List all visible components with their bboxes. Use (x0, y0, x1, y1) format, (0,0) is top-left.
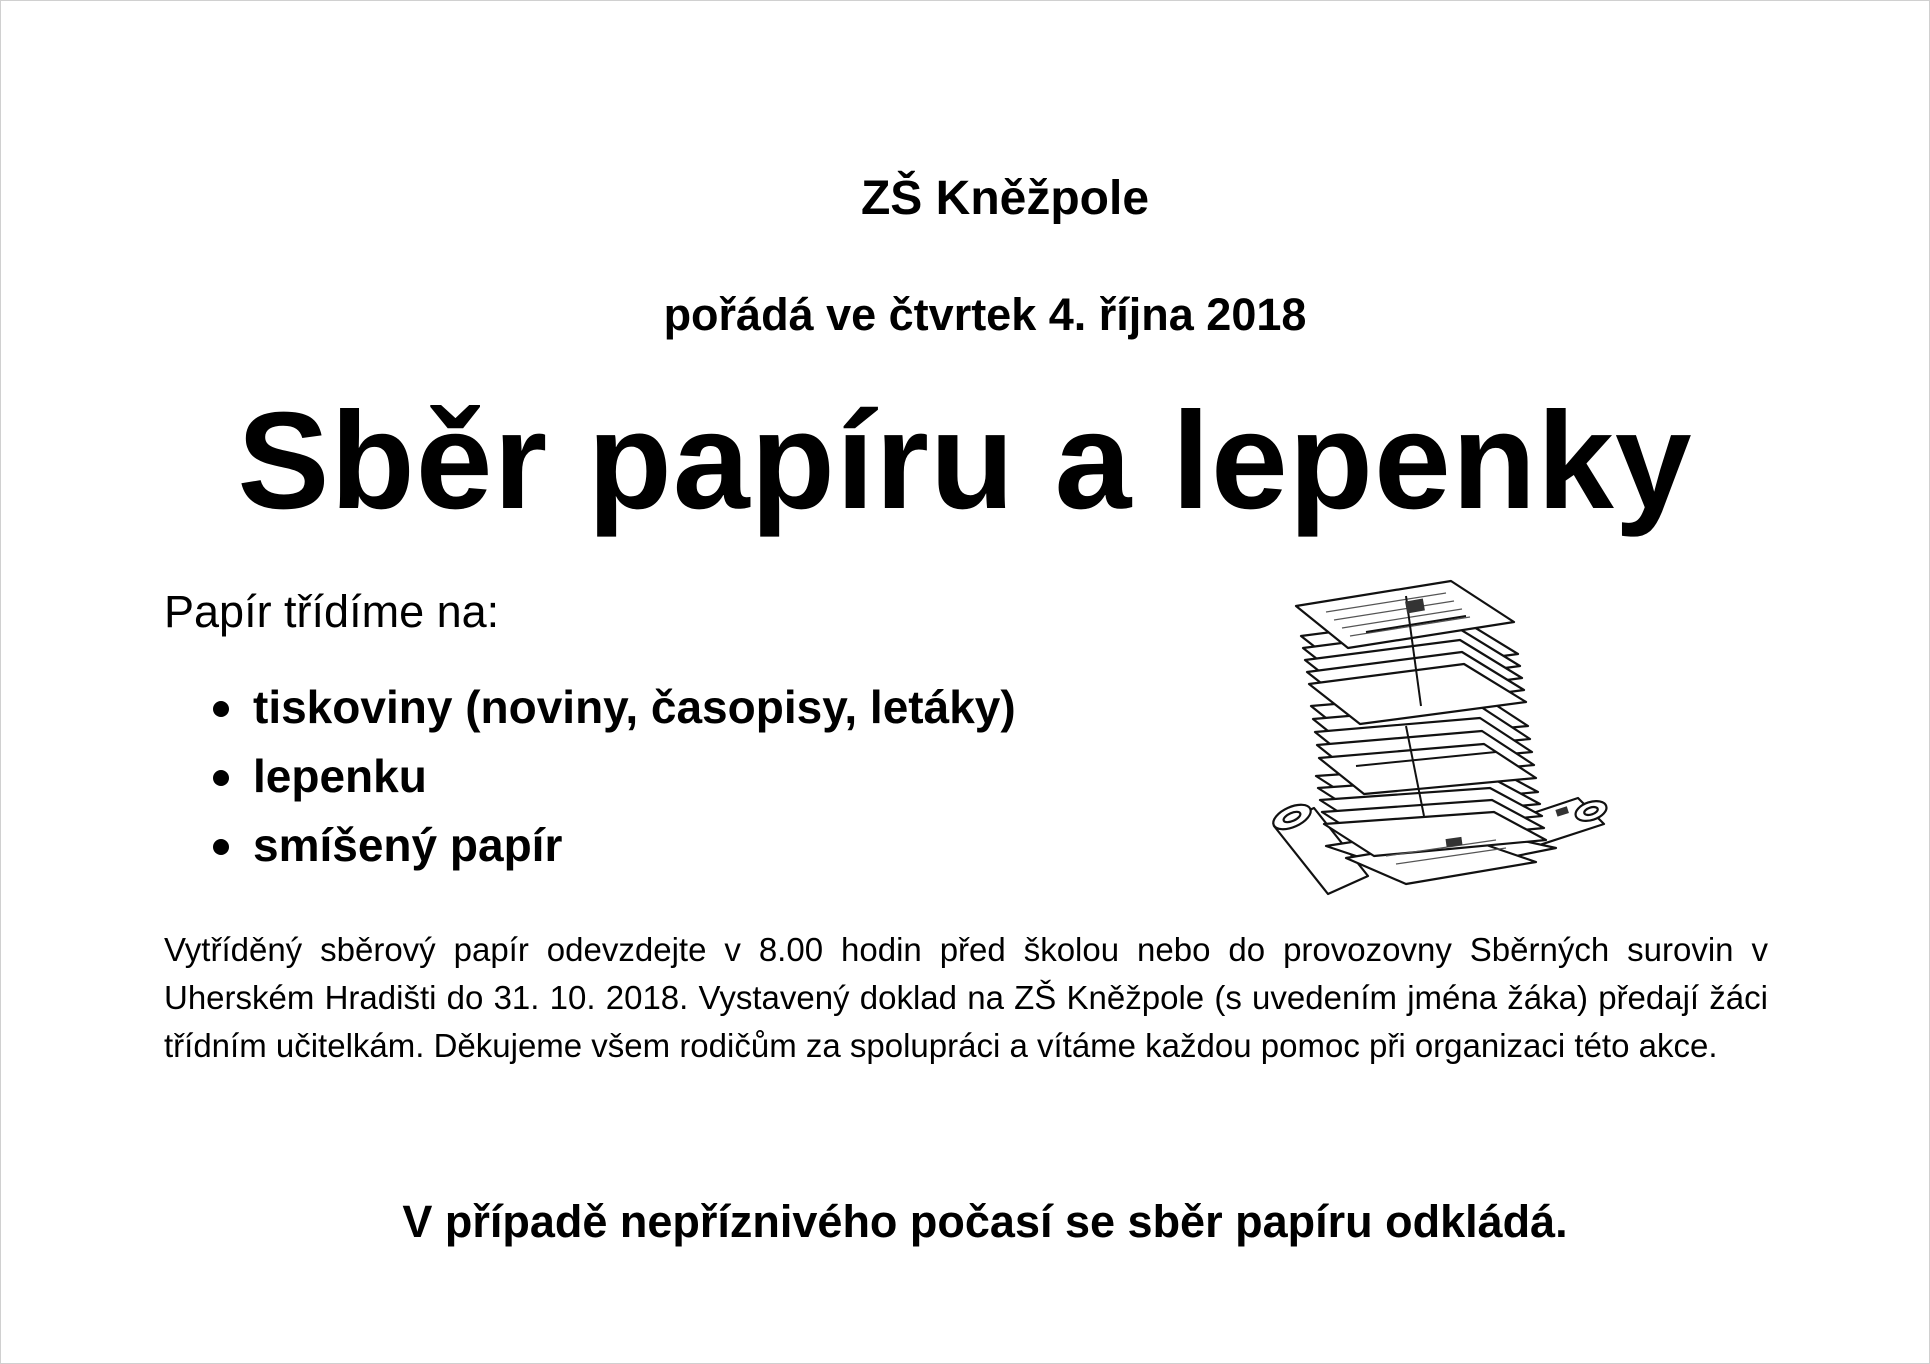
newspaper-stack-icon (1256, 576, 1626, 896)
category-label: lepenku (253, 750, 427, 802)
weather-notice: V případě nepříznivého počasí se sběr papíru odkládá. (402, 1196, 1568, 1247)
category-list (213, 673, 1016, 880)
bullet-icon (213, 770, 229, 786)
instructions-paragraph: Vytříděný sběrový papír odevzdejte v 8.00 hodin před školou nebo do provozovny Sběrných surovin v Uherském Hradišti do 31. 10. 2018. Vystavený doklad na ZŠ Kněžpole (s uvedením jména žáka) předají žáci třídním učitelkám. Děkujeme všem rodičům za spolupráci a vítáme každou pomoc při organizaci této akce. (164, 931, 1768, 1064)
poster-title: Sběr papíru a lepenky (237, 384, 1693, 538)
sort-heading: Papír třídíme na: (164, 586, 500, 637)
list-item (213, 742, 1016, 811)
category-label: smíšený papír (253, 819, 563, 871)
list-item (213, 811, 1016, 880)
list-item (213, 673, 1016, 742)
bullet-icon (213, 839, 229, 855)
event-date-line: pořádá ve čtvrtek 4. října 2018 (663, 289, 1307, 340)
category-label: tiskoviny (noviny, časopisy, letáky) (253, 681, 1016, 733)
bullet-icon (213, 701, 229, 717)
school-name: ZŠ Kněžpole (860, 172, 1150, 225)
